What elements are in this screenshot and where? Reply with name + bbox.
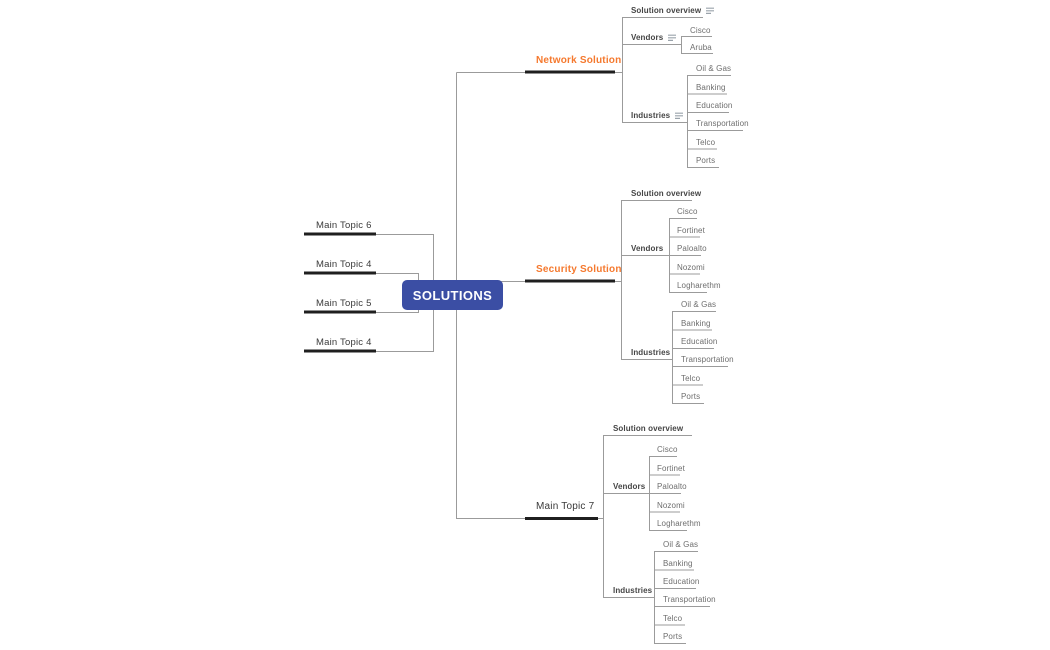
vendor-node-paloalto[interactable]: Paloalto xyxy=(657,482,687,491)
subtopic-solution-overview[interactable] xyxy=(613,423,683,434)
subtopic-label: Industries xyxy=(613,586,653,595)
branch-node-main-topic-7[interactable]: Main Topic 7 xyxy=(536,501,595,512)
industry-node-telco[interactable]: Telco xyxy=(663,614,683,623)
subtopic-vendors[interactable] xyxy=(631,243,663,254)
subtopic-industries[interactable] xyxy=(631,110,684,121)
industry-node-ports[interactable]: Ports xyxy=(681,392,701,401)
vendor-node-nozomi[interactable]: Nozomi xyxy=(657,501,685,510)
subtopic-label: Solution overview xyxy=(631,189,702,198)
industry-node-telco[interactable]: Telco xyxy=(681,374,701,383)
subtopic-label: Industries xyxy=(631,348,671,357)
industry-node-telco[interactable]: Telco xyxy=(696,138,716,147)
industry-node-banking[interactable]: Banking xyxy=(696,83,726,92)
subtopic-industries[interactable] xyxy=(631,347,670,358)
subtopic-label: Vendors xyxy=(631,33,664,42)
subtopic-vendors[interactable] xyxy=(613,481,645,492)
vendor-node-fortinet[interactable]: Fortinet xyxy=(677,226,705,235)
subtopic-label: Vendors xyxy=(631,244,664,253)
subtopic-label: Vendors xyxy=(613,482,646,491)
branch-node-network-solution[interactable]: Network Solution xyxy=(536,55,622,66)
subtopic-solution-overview[interactable] xyxy=(631,5,715,16)
subtopic-label: Solution overview xyxy=(631,6,702,15)
industry-node-banking[interactable]: Banking xyxy=(663,559,693,568)
root-topic-solutions[interactable]: SOLUTIONS xyxy=(402,280,503,310)
industry-node-banking[interactable]: Banking xyxy=(681,319,711,328)
branch-node-security-solution[interactable]: Security Solution xyxy=(536,264,622,275)
industry-node-ports[interactable]: Ports xyxy=(663,632,683,641)
notes-icon[interactable] xyxy=(675,112,684,120)
industry-node-oil-gas[interactable]: Oil & Gas xyxy=(696,64,732,73)
subtopic-label: Industries xyxy=(631,111,671,120)
subtopic-solution-overview[interactable] xyxy=(631,188,701,199)
main-topic-node[interactable]: Main Topic 4 xyxy=(316,337,372,348)
industry-node-transportation[interactable]: Transportation xyxy=(696,119,749,128)
industry-node-education[interactable]: Education xyxy=(663,577,700,586)
vendor-node-logharethm[interactable]: Logharethm xyxy=(677,281,721,290)
main-topic-node[interactable]: Main Topic 5 xyxy=(316,298,372,309)
industry-node-oil-gas[interactable]: Oil & Gas xyxy=(663,540,699,549)
vendor-node-cisco[interactable]: Cisco xyxy=(690,26,711,35)
industry-node-transportation[interactable]: Transportation xyxy=(663,595,716,604)
industry-node-education[interactable]: Education xyxy=(696,101,733,110)
vendor-node-aruba[interactable]: Aruba xyxy=(690,43,712,52)
subtopic-vendors[interactable] xyxy=(631,32,677,43)
subtopic-industries[interactable] xyxy=(613,585,652,596)
notes-icon[interactable] xyxy=(668,34,677,42)
main-topic-node[interactable]: Main Topic 4 xyxy=(316,259,372,270)
vendor-node-fortinet[interactable]: Fortinet xyxy=(657,464,685,473)
vendor-node-cisco[interactable]: Cisco xyxy=(657,445,678,454)
vendor-node-logharethm[interactable]: Logharethm xyxy=(657,519,701,528)
vendor-node-nozomi[interactable]: Nozomi xyxy=(677,263,705,272)
vendor-node-paloalto[interactable]: Paloalto xyxy=(677,244,707,253)
industry-node-oil-gas[interactable]: Oil & Gas xyxy=(681,300,717,309)
main-topic-node[interactable]: Main Topic 6 xyxy=(316,220,372,231)
industry-node-education[interactable]: Education xyxy=(681,337,718,346)
vendor-node-cisco[interactable]: Cisco xyxy=(677,207,698,216)
industry-node-ports[interactable]: Ports xyxy=(696,156,716,165)
industry-node-transportation[interactable]: Transportation xyxy=(681,355,734,364)
subtopic-label: Solution overview xyxy=(613,424,684,433)
notes-icon[interactable] xyxy=(706,7,715,15)
